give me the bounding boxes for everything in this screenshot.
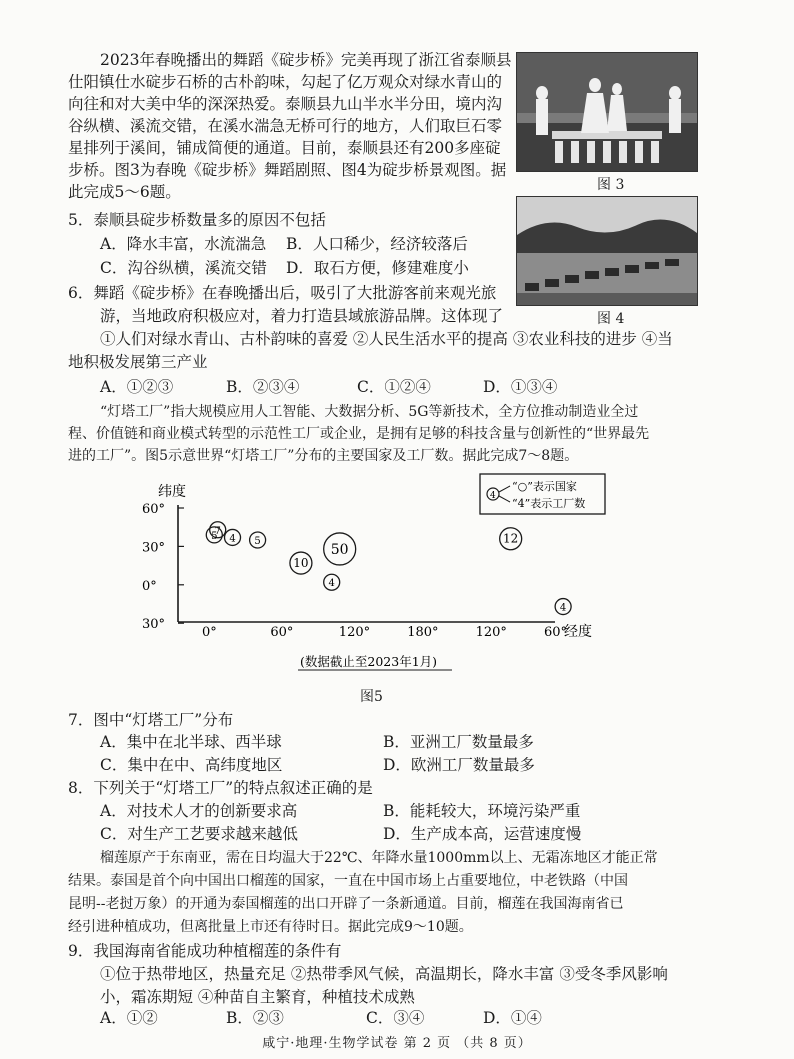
intro2-line: “灯塔工厂”指大规模应用人工智能、大数据分析、5G等新技术，全方位推动制造业全过 (100, 404, 639, 420)
y-axis-label: 纬度 (158, 484, 186, 500)
q6-option-a: A．①②③ (100, 378, 174, 396)
q7-stem: 7．图中“灯塔工厂”分布 (68, 711, 234, 729)
figure-3-photo (516, 52, 698, 172)
q6-line: ①人们对绿水青山、古朴韵味的喜爱 ②人民生活水平的提高 ③农业科技的进步 ④当 (100, 330, 673, 348)
q9-line: 9．我国海南省能成功种植榴莲的条件有 (68, 942, 342, 960)
legend-line-2: “4”表示工厂数 (512, 497, 586, 510)
q7-option-b: B．亚洲工厂数量最多 (383, 733, 534, 751)
q8-stem: 8．下列关于“灯塔工厂”的特点叙述正确的是 (68, 779, 373, 797)
intro-line: 2023年春晚播出的舞蹈《碇步桥》完美再现了浙江省泰顺县 (100, 51, 512, 69)
factory-count-label: 50 (330, 541, 349, 558)
intro2-line: 进的工厂”。图5示意世界“灯塔工厂”分布的主要国家及工厂数。据此完成7～8题。 (68, 448, 579, 464)
q8-option-d: D．生产成本高，运营速度慢 (383, 825, 582, 843)
factory-count-label: 4 (229, 533, 236, 545)
y-tick-label: 30° (142, 617, 166, 633)
y-tick-label: 60° (142, 502, 166, 517)
q9-option-d: D．①④ (483, 1009, 542, 1027)
factory-count-label: 5 (254, 536, 261, 547)
x-tick-label: 180° (407, 625, 439, 640)
q9-option-a: A．①② (100, 1009, 158, 1027)
intro-line: 仕阳镇仕水碇步石桥的古朴韵味，勾起了亿万观众对绿水青山的 (68, 73, 503, 91)
q6-line: 地积极发展第三产业 (68, 353, 208, 371)
legend-line-1: “○”表示国家 (512, 480, 577, 493)
chart-note: (数据截止至2023年1月) (300, 654, 438, 669)
intro2-line: 程、价值链和商业模式转型的示范性工厂或企业，是拥有足够的科技含量与创新性的“世界最先 (68, 426, 650, 442)
factory-count-label: 12 (503, 531, 519, 546)
q6-option-c: C．①②④ (357, 378, 431, 396)
intro-line: 谷纵横、溪流交错，在溪水湍急无桥可行的地方，人们取巨石零 (68, 117, 503, 135)
intro3-line: 经引进种植成功，但离批量上市还有待时日。据此完成9～10题。 (68, 919, 473, 935)
intro-line: 向往和对大美中华的深深热爱。泰顺县九山半水半分田，境内沟 (68, 95, 503, 113)
q8-option-c: C．对生产工艺要求越来越低 (100, 825, 298, 843)
intro3-line: 昆明--老挝万象）的开通为泰国榴莲的出口开辟了一条新通道。目前，榴莲在我国海南省已 (68, 896, 624, 912)
q5-option-d: D．取石方便，修建难度小 (286, 259, 469, 277)
x-tick-label: 120° (475, 625, 507, 640)
factory-count-label: 10 (293, 556, 309, 571)
x-tick-label: 120° (338, 625, 371, 640)
intro3-line: 结果。泰国是首个向中国出口榴莲的国家，一直在中国市场上占重要地位，中老铁路（中国 (68, 873, 628, 889)
q6-line: 6．舞蹈《碇步桥》在春晚播出后，吸引了大批游客前来观光旅 (68, 284, 497, 302)
intro-line: 步桥。图3为春晚《碇步桥》舞蹈剧照、图4为碇步桥景观图。据 (68, 161, 507, 179)
intro3-line: 榴莲原产于东南亚，需在日均温大于22℃、年降水量1000mm以上、无霜冻地区才能正常 (100, 850, 658, 866)
figure-5-chart (140, 470, 620, 686)
figure-4-caption: 图 4 (597, 311, 625, 327)
figure-4-photo (516, 196, 698, 306)
x-tick-label: 60° (544, 625, 568, 640)
q5-option-c: C．沟谷纵横，溪流交错 (100, 259, 267, 277)
q5-stem: 5．泰顺县碇步桥数量多的原因不包括 (68, 211, 326, 229)
q9-line: ①位于热带地区，热量充足 ②热带季风气候，高温期长，降水丰富 ③受冬季风影响 (100, 965, 668, 983)
q6-line: 游，当地政府积极应对，着力打造县域旅游品牌。这体现了 (100, 307, 504, 325)
q5-option-b: B．人口稀少，经济较落后 (286, 235, 468, 253)
intro-line: 此完成5～6题。 (68, 183, 181, 201)
factory-count-label: 7 (214, 525, 221, 537)
q5-option-a: A．降水丰富，水流湍急 (100, 235, 267, 253)
q7-option-d: D．欧洲工厂数量最多 (383, 756, 535, 774)
y-tick-label: 0° (142, 578, 157, 594)
q6-option-b: B．②③④ (226, 378, 300, 396)
x-tick-label: 0° (202, 625, 217, 640)
figure-5-caption: 图5 (360, 689, 383, 705)
q6-option-d: D．①③④ (483, 378, 558, 396)
q9-option-b: B．②③ (226, 1009, 284, 1027)
intro-line: 星排列于溪间，铺成简便的通道。目前，泰顺县还有200多座碇 (68, 139, 501, 157)
factory-count-label: 4 (328, 578, 335, 590)
legend-symbol-label: 4 (490, 491, 496, 501)
y-tick-label: 30° (142, 540, 166, 556)
q7-option-c: C．集中在中、高纬度地区 (100, 756, 283, 774)
q9-line: 小，霜冻期短 ④种苗自主繁育，种植技术成熟 (100, 988, 415, 1006)
x-axis-label: 经度 (564, 624, 592, 640)
q8-option-a: A．对技术人才的创新要求高 (100, 802, 298, 820)
factory-count-label: 5 (211, 530, 218, 542)
q9-option-c: C．③④ (366, 1009, 425, 1027)
figure-3-caption: 图 3 (597, 177, 625, 193)
factory-count-label: 4 (559, 602, 567, 614)
page-footer: 咸宁·地理·生物学试卷 第 2 页 （共 8 页） (262, 1036, 532, 1051)
q8-option-b: B．能耗较大，环境污染严重 (383, 802, 581, 820)
x-tick-label: 60° (270, 625, 294, 640)
q7-option-a: A．集中在北半球、西半球 (100, 733, 282, 751)
